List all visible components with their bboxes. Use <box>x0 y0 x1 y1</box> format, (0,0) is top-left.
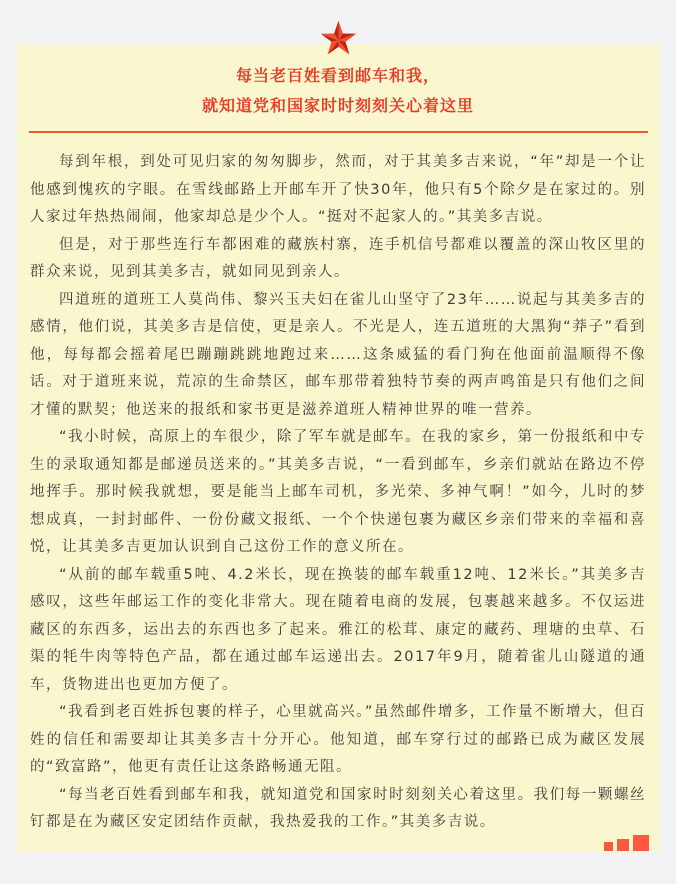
article-body <box>30 149 646 837</box>
article-title-line2: 就知道党和国家时时刻刻关心着这里 <box>201 96 474 115</box>
paragraph: “我小时候，高原上的车很少，除了军车就是邮车。在我的家乡，第一份报纸和中专生的录取通知都是邮递员送来的。”其美多吉说，“一看到邮车，乡亲们就站在路边不停地挥手。那时候我就想，要是能当上邮车司机，多光荣、多神气啊！”如今，儿时的梦想成真，一封封邮件、一份份藏文报纸、一个个快递包裹为藏区乡亲们带来的幸福和喜悦，让其美多吉更加认识到自己这份工作的意义所在。 <box>30 429 646 555</box>
paragraph: 但是，对于那些连行车都困难的藏族村寨，连手机信号都难以覆盖的深山牧区里的群众来说，见到其美多吉，就如同见到亲人。 <box>30 236 646 280</box>
title-separator-line <box>29 131 648 133</box>
decor-square-large <box>633 835 649 851</box>
paragraph: “我看到老百姓拆包裹的样子，心里就高兴。”虽然邮件增多，工作量不断增大，但百姓的信任和需要却让其美多吉十分开心。他知道，邮车穿行过的邮路已成为藏区发展的“致富路”，他更有责任让这条路畅通无阻。 <box>30 704 646 775</box>
decor-square-medium <box>617 839 629 851</box>
paragraph: “从前的邮车载重5吨、4.2米长，现在换装的邮车载重12吨、12米长。”其美多吉感叹，这些年邮运工作的变化非常大。现在随着电商的发展，包裹越来越多。不仅运进藏区的东西多，运出去的东西也多了起来。雅江的松茸、康定的藏药、理塘的虫草、石渠的牦牛肉等特色产品，都在通过邮车运递出去。2017年9月，随着雀儿山隧道的通车，货物进出也更加方便了。 <box>30 566 646 693</box>
footer-decor-squares <box>604 835 649 851</box>
decor-square-small <box>604 842 613 851</box>
article-card <box>17 44 659 852</box>
red-star-icon <box>319 20 358 59</box>
paragraph: 每到年根，到处可见归家的匆匆脚步，然而，对于其美多吉来说，“年”却是一个让他感到愧疚的字眼。在雪线邮路上开邮车开了快30年，他只有5个除夕是在家过的。别人家过年热热闹闹，他家却总是少个人。“挺对不起家人的。”其美多吉说。 <box>30 154 646 225</box>
paragraph: “每当老百姓看到邮车和我，就知道党和国家时时刻刻关心着这里。我们每一颗螺丝钉都是在为藏区安定团结作贡献，我热爱我的工作。”其美多吉说。 <box>30 786 646 830</box>
paragraph: 四道班的道班工人莫尚伟、黎兴玉夫妇在雀儿山坚守了23年……说起与其美多吉的感情，他们说，其美多吉是信使，更是亲人。不光是人，连五道班的大黑狗“莽子”看到他，每每都会摇着尾巴蹦蹦跳跳地跑过来……这条威猛的看门狗在他面前温顺得不像话。对于道班来说，荒凉的生命禁区，邮车那带着独特节奏的两声鸣笛是只有他们之间才懂的默契；他送来的报纸和家书更是滋养道班人精神世界的唯一营养。 <box>30 291 646 418</box>
article-title-line1: 每当老百姓看到邮车和我， <box>235 66 440 85</box>
